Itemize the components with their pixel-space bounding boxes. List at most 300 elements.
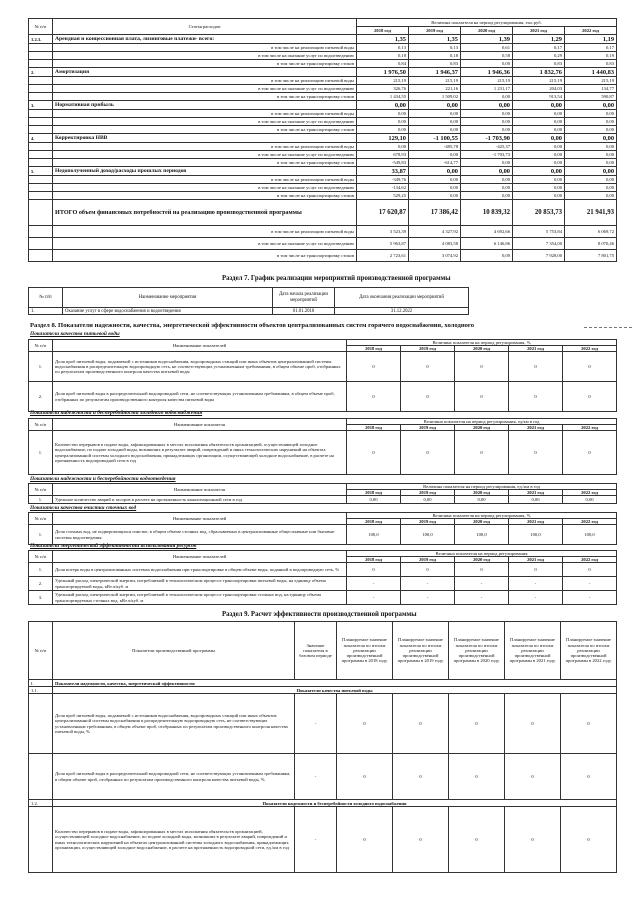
year-header: 2022 год: [563, 346, 617, 352]
value-cell: -1 100,55: [409, 134, 461, 143]
row-num: [29, 200, 53, 226]
value-cell: 0: [401, 382, 455, 412]
col-num-header: № п/п: [29, 622, 53, 680]
value-cell: 0: [505, 694, 561, 754]
row-num: 1.: [29, 496, 53, 504]
table-row: [29, 85, 617, 93]
e-table: [28, 550, 617, 605]
value-cell: 0,00: [461, 93, 513, 101]
table-row: [29, 143, 617, 151]
q-table: [28, 339, 617, 412]
value-cell: 0,00: [565, 159, 617, 167]
value-cell: 326,76: [357, 85, 409, 93]
value-cell: 0,00: [409, 110, 461, 118]
table-row: [29, 250, 617, 262]
table-row: [29, 184, 617, 192]
row-num: [29, 118, 53, 126]
reliability-water-subtitle: Показатели надежности и бесперебойности холодного водоснабжения: [30, 410, 203, 416]
col-plan-header: Планируемое значение показателя по итогам реализации производственной программы в 2019 году: [393, 622, 449, 680]
year-header: 2021 год: [509, 557, 563, 563]
header-row: [29, 340, 617, 346]
value-cell: 1,39: [461, 35, 513, 44]
year-header: 2022 год: [563, 425, 617, 431]
col-end-header: Дата окончания реализации мероприятий: [335, 288, 469, 308]
value-cell: 0,00: [509, 496, 563, 504]
indicator-label: Количество перерывов в подаче воды, зафиксированных в местах исполнения обязательств организацией, осуществляющей холодное водоснабжение, по подаче холодной воды, возникших в результате аварий, повреждений и иных технологических нарушений на объектах централизованной системы холодного водоснабжения, принадлежащих организации, осуществляющей холодное водоснабжение, в расчете на протяженность водопроводной сети, ед./км в год: [53, 807, 295, 873]
value-cell: 0,00: [565, 151, 617, 159]
value-cell: 1 976,50: [357, 68, 409, 77]
group-heading: Показатели качества питьевой воды: [53, 687, 617, 694]
value-cell: 0,00: [461, 176, 513, 184]
value-cell: 0,00: [409, 176, 461, 184]
value-cell: 5 963,87: [357, 238, 409, 250]
indicator-label: Доля проб питьевой воды, подаваемой с источников водоснабжения, водопроводных станций или иных объектов централизованной системы водоснабжения в распределительную водопроводную сеть, не соответствующих установленным требованиям, в общем объеме проб, отобранных по результатам производственного контроля качества питьевой воды, %: [53, 694, 295, 754]
value-cell: 0: [455, 352, 509, 382]
col-name-header: Показатели производственной программы: [53, 622, 295, 680]
item-label: Недополученный доход/расходы прошлых периодов: [53, 167, 357, 176]
table-row: [29, 591, 617, 605]
table-row: [29, 525, 617, 545]
value-cell: 0: [347, 382, 401, 412]
year-header: 2022 год: [563, 557, 617, 563]
value-cell: 0: [505, 807, 561, 873]
value-cell: -485,78: [409, 143, 461, 151]
col-plan-header: Планируемое значение показателя по итогам реализации производственной программы в 2022 году: [561, 622, 617, 680]
value-cell: -: [509, 591, 563, 605]
value-cell: 0,83: [513, 60, 565, 68]
value-cell: 33,87: [357, 167, 409, 176]
value-cell: 0,00: [347, 496, 401, 504]
col-name-header: Наименование показателей: [53, 551, 347, 563]
value-cell: 0: [563, 382, 617, 412]
value-cell: 913,54: [513, 93, 565, 101]
year-header: 2019 год: [401, 490, 455, 496]
table-row: [29, 101, 617, 110]
row-num: 5.: [29, 167, 53, 176]
total-row: [29, 200, 617, 226]
header-row: [29, 419, 617, 425]
section9-block: [28, 621, 617, 873]
year-header: 2018 год: [347, 425, 401, 431]
expenses-table-block: [28, 18, 617, 262]
value-cell: 7 928,00: [513, 250, 565, 262]
subitem-label: в том числе на оказание услуг по водоотведению: [53, 151, 357, 159]
year-header: 2020 год: [455, 490, 509, 496]
year-header: 2021 год: [509, 490, 563, 496]
value-cell: -: [401, 577, 455, 591]
year-header: 2019 год: [401, 425, 455, 431]
value-cell: 0: [509, 431, 563, 475]
indicator-label: Доля потерь воды в централизованных системах водоснабжения при транспортировке в общем объеме воды, поданной в водопроводную сеть, %: [53, 563, 347, 577]
value-cell: 100,0: [455, 525, 509, 545]
value-cell: 590,87: [565, 93, 617, 101]
value-cell: 0: [449, 754, 505, 800]
col-start-header: Дата начала реализации мероприятий: [273, 288, 335, 308]
value-cell: 0: [337, 807, 393, 873]
water-quality-table-block: [28, 339, 617, 412]
value-cell: 0,00: [513, 134, 565, 143]
year-header: 2019 год: [401, 519, 455, 525]
r2-table: [28, 483, 617, 504]
value-cell: 0,00: [565, 134, 617, 143]
table-row: [29, 226, 617, 238]
table-row: [29, 126, 617, 134]
col-name-header: Наименование показателей: [53, 513, 347, 525]
year-header: 2019 год: [409, 27, 461, 35]
year-header: 2021 год: [509, 519, 563, 525]
col-name-header: Статья расходов: [53, 19, 357, 35]
value-cell: 0,00: [409, 126, 461, 134]
value-cell: 100,0: [401, 525, 455, 545]
value-cell: 0,00: [513, 167, 565, 176]
value-cell: 1,35: [409, 35, 461, 44]
col-group-header: Величина показателя на период регулирования: [347, 551, 617, 557]
event-name: Оказание услуг в сфере водоснабжения и водоотведения: [63, 308, 273, 315]
value-cell: 0,19: [565, 52, 617, 60]
value-cell: 0: [563, 352, 617, 382]
col-name-header: Наименование показателя: [53, 419, 347, 431]
row-num: 4.: [29, 134, 53, 143]
value-cell: 4 327,92: [409, 226, 461, 238]
table-row: [29, 77, 617, 85]
table-row: [29, 577, 617, 591]
value-cell: 0,18: [357, 52, 409, 60]
row-num: [29, 192, 53, 200]
value-cell: 0,00: [565, 126, 617, 134]
value-cell: 204,03: [513, 85, 565, 93]
value-cell: 0: [393, 807, 449, 873]
value-cell: 0,00: [461, 192, 513, 200]
table-row: [29, 110, 617, 118]
dashed-line: [584, 327, 632, 328]
value-cell: 0,84: [357, 60, 409, 68]
table-row: [29, 134, 617, 143]
section7-title: Раздел 7. График реализации мероприятий производственной программы: [222, 275, 451, 282]
row-num: 1.1.: [29, 687, 53, 694]
value-cell: 0: [337, 754, 393, 800]
value-cell: 7 801,75: [565, 250, 617, 262]
value-cell: 0,00: [513, 184, 565, 192]
value-cell: 0,00: [565, 143, 617, 151]
row-num: [29, 60, 53, 68]
value-cell: 0,00: [513, 126, 565, 134]
value-cell: 221,16: [409, 85, 461, 93]
value-cell: 0,00: [513, 110, 565, 118]
value-cell: 0,00: [409, 101, 461, 110]
reliability-sewer-table-block: [28, 483, 617, 504]
value-cell: 0,00: [513, 192, 565, 200]
value-cell: 6 146,86: [461, 238, 513, 250]
value-cell: 0: [561, 694, 617, 754]
indicator-label: Количество перерывов в подаче воды, зафиксированных в местах исполнения обязательств организацией, осуществляющей холодное водоснабжение, по подаче холодной воды, возникших в результате аварий, повреждений и иных технологических нарушений на объектах централизованной системы холодного водоснабжения, принадлежащих организации, осуществляющей холодное водоснабжение, в расчете на протяженность водопроводной сети в год: [53, 431, 347, 475]
value-cell: -: [455, 577, 509, 591]
value-cell: 1 509,02: [409, 93, 461, 101]
value-cell: 0: [337, 694, 393, 754]
subitem-label: в том числе на оказание услуг по водоотведению: [53, 118, 357, 126]
row-num: 1.: [29, 525, 53, 545]
row-num: [29, 754, 53, 800]
value-cell: 0,00: [563, 496, 617, 504]
schedule-table: [28, 287, 469, 315]
row-num: [29, 176, 53, 184]
col-group-header: Величина показателя на период регулирования, %: [347, 340, 617, 346]
wastewater-subtitle: Показатели качества очистки сточных вод: [30, 505, 137, 511]
value-cell: 0,00: [409, 167, 461, 176]
expenses-table: [28, 18, 617, 262]
subitem-label: в том числе на реализацию питьевой воды: [53, 110, 357, 118]
col-group-header: Величина показателя на период регулирования, тыс.руб.: [357, 19, 617, 27]
indicator-label: Удельное количество аварий и засоров в расчете на протяженность канализационной сети в год: [53, 496, 347, 504]
value-cell: 2 723,61: [357, 250, 409, 262]
value-cell: 0: [347, 352, 401, 382]
table-row: [29, 44, 617, 52]
item-label: Арендная и концессионная плата, лизинговые платежи- всего:: [53, 35, 357, 44]
total-value: 17 620,87: [357, 200, 409, 226]
col-num-header: № п/п: [29, 484, 53, 496]
value-cell: 215,19: [409, 77, 461, 85]
value-cell: 1,35: [357, 35, 409, 44]
row-num: [29, 126, 53, 134]
value-cell: 1 946,36: [461, 68, 513, 77]
value-cell: 100,0: [563, 525, 617, 545]
value-cell: 0,18: [409, 52, 461, 60]
col-group-header: Величина показателя на период регулирования, ед/км в год: [347, 419, 617, 425]
header-row: [29, 484, 617, 490]
year-header: 2020 год: [455, 346, 509, 352]
value-cell: 1 440,83: [565, 68, 617, 77]
row-num: [29, 93, 53, 101]
row-num: 2.: [29, 577, 53, 591]
value-cell: 0,00: [565, 110, 617, 118]
value-cell: 0: [563, 563, 617, 577]
value-cell: 0,00: [461, 184, 513, 192]
value-cell: 0: [509, 563, 563, 577]
value-cell: 0,58: [461, 52, 513, 60]
value-cell: 5 753,84: [513, 226, 565, 238]
value-cell: 0,00: [461, 110, 513, 118]
value-cell: 0,00: [565, 101, 617, 110]
value-cell: -: [563, 577, 617, 591]
section9-title: Раздел 9. Расчет эффективности производственной программы: [222, 611, 417, 618]
r1-table: [28, 418, 617, 475]
value-cell: 0,00: [401, 496, 455, 504]
value-cell: 0,00: [461, 167, 513, 176]
value-cell: 4 692,66: [461, 226, 513, 238]
value-cell: 0,83: [565, 60, 617, 68]
value-cell: 1 832,76: [513, 68, 565, 77]
value-cell: 134,77: [565, 85, 617, 93]
value-cell: 0,00: [513, 118, 565, 126]
table-row: [29, 807, 617, 873]
row-num: 2.: [29, 68, 53, 77]
value-cell: 0,00: [409, 184, 461, 192]
col-event-header: Наименование мероприятия: [63, 288, 273, 308]
value-cell: -1 703,90: [461, 134, 513, 143]
value-cell: 0: [561, 807, 617, 873]
value-cell: -1 703,73: [461, 151, 513, 159]
section8-title: Раздел 8. Показатели надежности, качества, энергетической эффективности объектов централизованных систем горячего водоснабжения, холодного: [30, 322, 475, 329]
col-group-header: Величина показателя на период регулирования, ед./км в год: [347, 484, 617, 490]
year-header: 2018 год: [347, 557, 401, 563]
row-num: 2.: [29, 382, 53, 412]
subitem-label: в том числе на реализацию питьевой воды: [53, 226, 357, 238]
value-cell: 0: [455, 563, 509, 577]
value-cell: 529,25: [357, 192, 409, 200]
value-cell: 1 231,17: [461, 85, 513, 93]
col-base-header: Значение показателя в базовом периоде: [295, 622, 337, 680]
total-value: 10 839,32: [461, 200, 513, 226]
year-header: 2020 год: [461, 27, 513, 35]
row-num: 3.: [29, 591, 53, 605]
value-cell: 0,61: [461, 44, 513, 52]
value-cell: 0,29: [513, 52, 565, 60]
row-num: [29, 694, 53, 754]
reliability-water-table-block: [28, 418, 617, 475]
year-header: 2019 год: [401, 346, 455, 352]
value-cell: 3 523,39: [357, 226, 409, 238]
efficiency-table: [28, 621, 617, 873]
table-row: [29, 431, 617, 475]
value-cell: 0,17: [565, 44, 617, 52]
row-num: 1.2.: [29, 800, 53, 807]
value-cell: 100,0: [347, 525, 401, 545]
year-header: 2021 год: [509, 425, 563, 431]
subitem-label: в том числе на оказание услуг по водоотведению: [53, 52, 357, 60]
value-cell: 0,00: [461, 118, 513, 126]
start-date: 01.01.2018: [273, 308, 335, 315]
value-cell: 0: [449, 694, 505, 754]
value-cell: 0,00: [461, 250, 513, 262]
year-header: 2021 год: [509, 346, 563, 352]
value-cell: -549,83: [357, 159, 409, 167]
col-plan-header: Планируемое значение показателя по итогам реализации производственной программы в 2018 году: [337, 622, 393, 680]
table-row: [29, 496, 617, 504]
year-header: 2018 год: [347, 519, 401, 525]
indicator-label: Доля сточных вод, не подвергающихся очистке, в общем объеме сточных вод, сбрасываемых в централизованные общесплавные или бытовые системы водоотведения: [53, 525, 347, 545]
value-cell: 0,00: [461, 159, 513, 167]
value-cell: 0,00: [565, 184, 617, 192]
value-cell: -: [455, 591, 509, 605]
value-cell: 0,00: [409, 192, 461, 200]
indicator-label: Доля проб питьевой воды в распределительной водопроводной сети, не соответствующих установленным требованиям, в общем объеме проб, отобранных по результатам производственного контроля качества питьевой воды: [53, 382, 347, 412]
reliability-sewer-subtitle: Показатели надежности и бесперебойности водоотведения: [30, 476, 176, 482]
table-row: [29, 176, 617, 184]
table-row: [29, 238, 617, 250]
value-cell: -: [401, 591, 455, 605]
row-num: [29, 52, 53, 60]
indicator-label: Доля проб питьевой воды, подаваемой с источников водоснабжения, водопроводных станций или иных объектов централизованной системы водоснабжения в распределительную водопроводную сеть, не соответствующих установленным требованиям, в общем объеме проб, отобранных по результатам производственного контроля качества питьевой воды: [53, 352, 347, 382]
value-cell: 100,0: [509, 525, 563, 545]
total-value: 17 386,42: [409, 200, 461, 226]
value-cell: 0,00: [461, 126, 513, 134]
year-header: 2020 год: [455, 519, 509, 525]
col-num-header: № п/п: [29, 551, 53, 563]
value-cell: -349,76: [357, 176, 409, 184]
year-header: 2018 год: [347, 490, 401, 496]
row-num: [29, 85, 53, 93]
value-cell: 0,00: [357, 126, 409, 134]
item-label: Амортизация: [53, 68, 357, 77]
water-quality-subtitle: Показатели качества питьевой воды: [30, 331, 120, 337]
end-date: 31.12.2022: [335, 308, 469, 315]
total-value: 20 853,73: [513, 200, 565, 226]
value-cell: -425,37: [461, 143, 513, 151]
table-row: [29, 151, 617, 159]
table-row: [29, 159, 617, 167]
value-cell: 0,00: [357, 101, 409, 110]
subitem-label: в том числе на транспортировку стоков: [53, 192, 357, 200]
value-cell: -614,77: [409, 159, 461, 167]
indicator-label: Доля проб питьевой воды в распределительной водопроводной сети, не соответствующих установленным требованиям, в общем объеме проб, отобранных по результатам производственного контроля качества питьевой воды, %: [53, 754, 295, 800]
subitem-label: в том числе на транспортировку стоков: [53, 159, 357, 167]
energy-table-block: [28, 550, 617, 605]
value-cell: 0: [561, 754, 617, 800]
value-cell: 0,13: [357, 44, 409, 52]
subitem-label: в том числе на транспортировку стоков: [53, 126, 357, 134]
value-cell: 0,00: [513, 176, 565, 184]
w-table: [28, 512, 617, 545]
row-num: [29, 238, 53, 250]
value-cell: 0,83: [409, 60, 461, 68]
row-num: 1.2.3.: [29, 35, 53, 44]
value-cell: 0,00: [513, 151, 565, 159]
value-cell: 215,19: [565, 77, 617, 85]
value-cell: 1 434,55: [357, 93, 409, 101]
value-cell: 0,00: [455, 496, 509, 504]
value-cell: 215,19: [461, 77, 513, 85]
col-group-header: Величина показателя на период регулирования, %: [347, 513, 617, 519]
row-num: [29, 77, 53, 85]
value-cell: 0,00: [565, 176, 617, 184]
value-cell: 7 354,00: [513, 238, 565, 250]
table-row: [29, 118, 617, 126]
col-plan-header: Планируемое значение показателя по итогам реализации производственной программы в 2021 году: [505, 622, 561, 680]
value-cell: 0,00: [565, 118, 617, 126]
col-name-header: Наименование показателей: [53, 340, 347, 352]
value-cell: 0,17: [513, 44, 565, 52]
value-cell: 1,19: [565, 35, 617, 44]
header-row: [29, 513, 617, 519]
value-cell: 215,19: [513, 77, 565, 85]
value-cell: 0,00: [357, 143, 409, 151]
base-value: -: [295, 754, 337, 800]
row-num: [29, 110, 53, 118]
table-row: [29, 382, 617, 412]
value-cell: 0,00: [357, 118, 409, 126]
col-plan-header: Планируемое значение показателя по итогам реализации производственной программы в 2020 году: [449, 622, 505, 680]
value-cell: 0,00: [565, 167, 617, 176]
total-label: ИТОГО объем финансовых потребностей на реализацию производственной программы: [53, 200, 357, 226]
table-row: [29, 754, 617, 800]
col-num-header: № п/п: [29, 419, 53, 431]
value-cell: 0: [401, 563, 455, 577]
value-cell: 0,00: [357, 110, 409, 118]
row-num: [29, 143, 53, 151]
subitem-label: в том числе на реализацию питьевой воды: [53, 44, 357, 52]
value-cell: 1 946,37: [409, 68, 461, 77]
year-header: 2021 год: [513, 27, 565, 35]
row-num: [29, 44, 53, 52]
value-cell: 0: [401, 352, 455, 382]
value-cell: 678,93: [357, 151, 409, 159]
value-cell: 0,00: [513, 159, 565, 167]
value-cell: 0,00: [513, 101, 565, 110]
value-cell: -: [347, 577, 401, 591]
subitem-label: в том числе на реализацию питьевой воды: [53, 77, 357, 85]
value-cell: -: [563, 591, 617, 605]
table-row: [29, 68, 617, 77]
row-num: [29, 226, 53, 238]
